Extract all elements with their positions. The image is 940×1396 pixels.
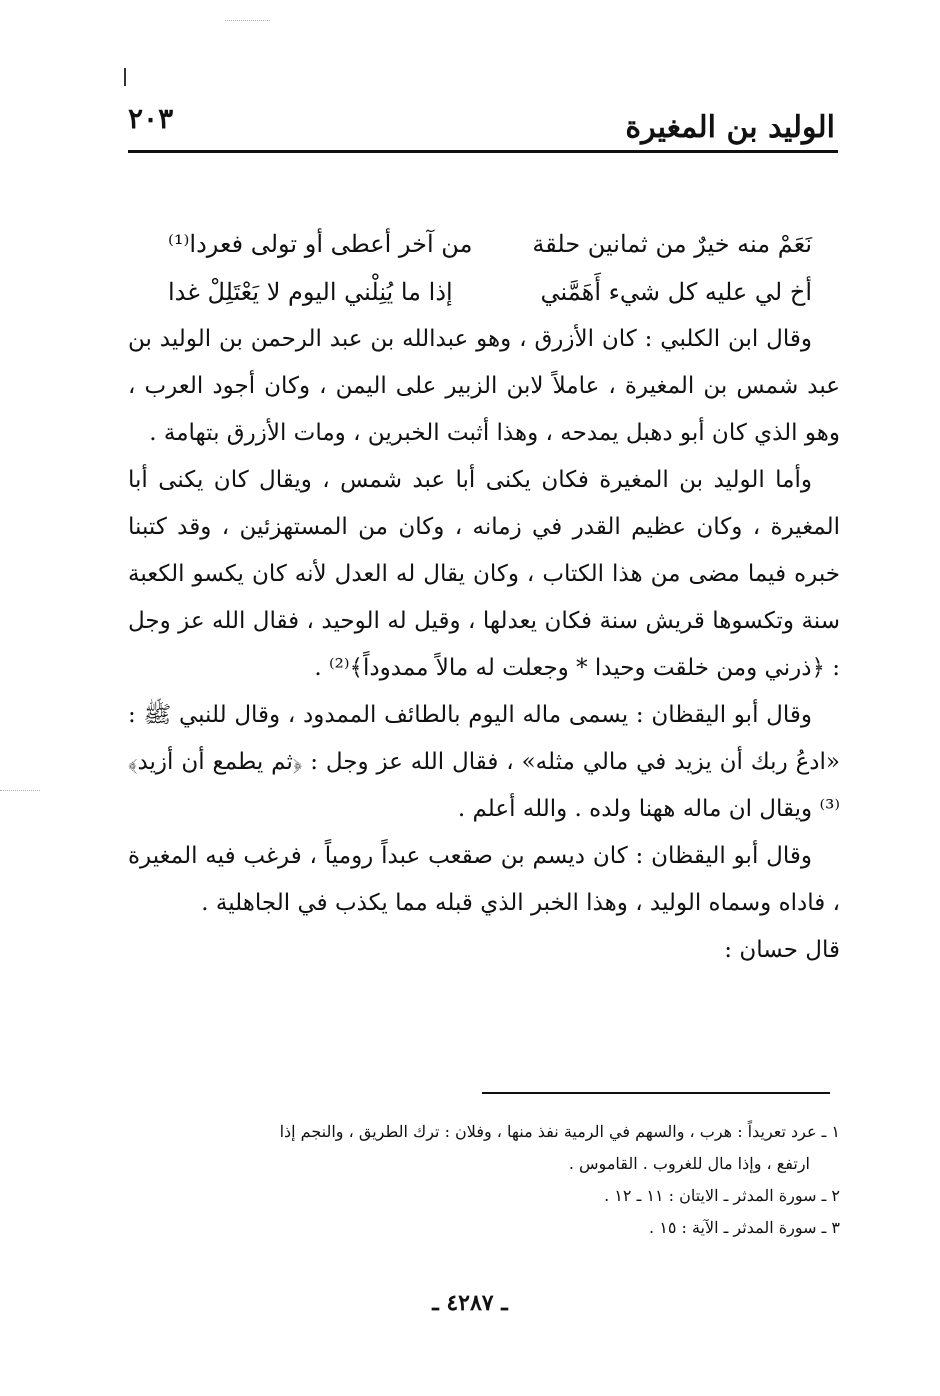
header-page-number: ٢٠٣ [128,102,174,135]
poem-second-hemistich: إذا ما يُنِلْني اليوم لا يَعْتَلِلْ غدا [168,278,453,306]
scan-artifact-left [0,790,40,791]
footnote-divider [482,1092,830,1094]
poem-line [128,268,840,316]
footnotes [100,1116,840,1244]
paragraph-ibn-alkalbi: وقال ابن الكلبي : كان الأزرق ، وهو عبدالله بن عبد الرحمن بن الوليد بن عبد شمس بن المغيرة ، عاملاً لابن الزبير على اليمن ، وكان أجود العرب ، وهو الذي كان أبو دهبل يمدحه ، وهذا أثبت الخبرين ، ومات الأزرق بتهامة . [128,326,840,446]
footnote-1-continued: ارتفع ، وإذا مال للغروب . القاموس . [568,1154,810,1173]
scan-artifact-top [225,20,270,21]
paragraph-walid: وأما الوليد بن المغيرة فكان يكنى أبا عبد شمس ، ويقال كان يكنى أبا المغيرة ، وكان عظيم القدر في زمانه ، وكان من المستهزئين ، وقد كتبنا خبره فيما مضى من هذا الكتاب ، وكان يقال له العدل لأنه كان يكسو الكعبة سنة وتكسوها قريش سنة فكان يعدلها ، وقيل له الوحيد ، فقال الله عز وجل : ﴿ذرني ومن خلقت وحيدا * وجعلت له مالاً ممدوداً﴾⁽²⁾ . [128,467,840,681]
paragraph-abu-alyaqzan-1: وقال أبو اليقظان : يسمى ماله اليوم بالطائف الممدود ، وقال للنبي ﷺ : «ادعُ ربك أن يزيد في مالي مثله» ، فقال الله عز وجل : ﴿ثم يطمع أن أزيد﴾⁽³⁾ ويقال ان ماله ههنا ولده . والله أعلم . [128,702,840,822]
poem-first-hemistich: أخ لي عليه كل شيء أَهَمَّني [540,278,812,306]
header-title: الوليد بن المغيرة [625,110,835,145]
poem-first-hemistich: نَعَمْ منه خيرٌ من ثمانين حلقة [532,230,812,258]
header-divider [128,150,838,153]
footnote-3: ٣ ـ سورة المدثر ـ الآية : ١٥ . [649,1218,840,1237]
poem-second-hemistich: من آخر أعطى أو تولى فعردا⁽¹⁾ [168,230,473,258]
scan-artifact-mark [124,68,126,86]
running-header [128,96,835,148]
footnote-2: ٢ ـ سورة المدثر ـ الايتان : ١١ ـ ١٢ . [604,1186,840,1205]
paragraph-hassan: قال حسان : [724,937,840,963]
main-text [128,220,840,974]
page-footer-number: ـ ٤٢٨٧ ـ [432,1290,508,1316]
poem-line [128,220,840,268]
footnote-1: ١ ـ عرد تعريداً : هرب ، والسهم في الرمية نفذ منها ، وفلان : ترك الطريق ، والنجم إذا [279,1122,840,1141]
paragraph-abu-alyaqzan-2: وقال أبو اليقظان : كان ديسم بن صقعب عبداً رومياً ، فرغب فيه المغيرة ، فاداه وسماه الوليد ، وهذا الخبر الذي قبله مما يكذب في الجاهلية . [128,843,840,916]
